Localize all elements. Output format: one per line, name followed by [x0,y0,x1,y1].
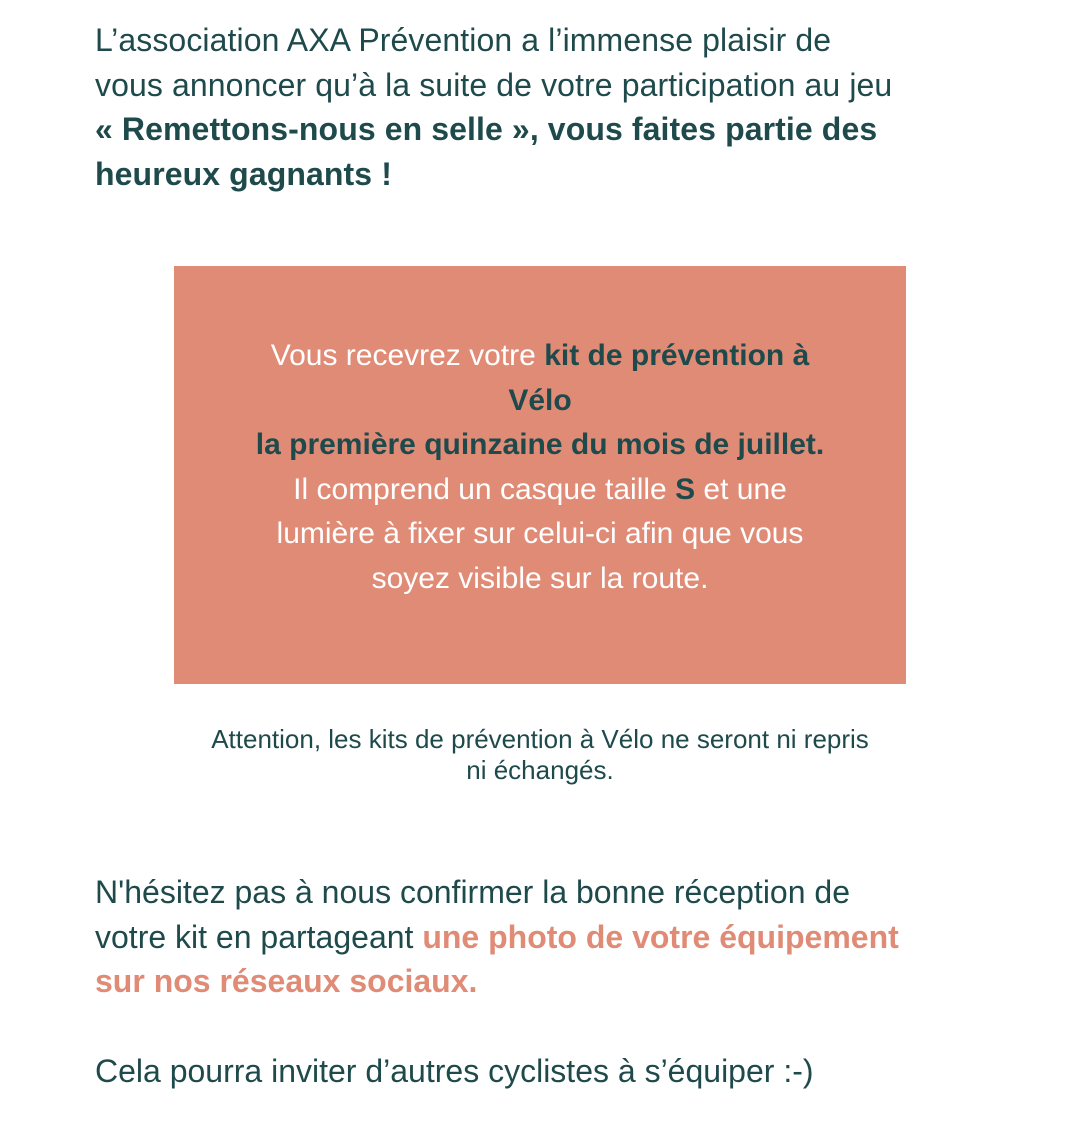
intro-paragraph [95,18,985,196]
warning-line-2: ni échangés. [466,755,614,785]
confirm-line-2: votre kit en partageant [95,918,423,955]
confirm-paragraph [95,870,985,1004]
prize-lead-text: Vous recevrez votre [270,339,545,372]
prize-announcement-box [174,266,906,684]
warning-line-1: Attention, les kits de prévention à Vélo ne seront ni repris [211,724,869,754]
intro-line-1: L’association AXA Prévention a l’immense plaisir de [95,22,832,58]
exchange-warning [174,724,906,786]
delivery-date: la première quinzaine du mois de juillet. [255,428,825,461]
social-link-part-1[interactable]: une photo de votre équipement [422,918,899,955]
helmet-size: S [675,472,696,506]
intro-game-name: « Remettons-nous en selle », vous faites partie des [95,111,878,147]
kit-contents-post: et une [695,472,787,506]
prize-kit-velo: Vélo [508,383,572,417]
confirm-line-1: N'hésitez pas à nous confirmer la bonne réception de [95,874,850,910]
kit-contents-pre: Il comprend un casque taille [293,472,676,506]
intro-line-2: vous annoncer qu’à la suite de votre participation au jeu [95,66,893,103]
kit-visibility-text: soyez visible sur la route. [371,561,709,595]
closing-line: Cela pourra inviter d’autres cyclistes à s’équiper :-) [95,1053,814,1089]
kit-light-text: lumière à fixer sur celui-ci afin que vous [276,517,804,550]
prize-kit-name: kit de prévention à [544,339,810,372]
social-link-part-2[interactable]: sur nos réseaux sociaux. [95,963,478,999]
intro-winners: heureux gagnants ! [95,155,392,192]
email-body [95,0,985,196]
